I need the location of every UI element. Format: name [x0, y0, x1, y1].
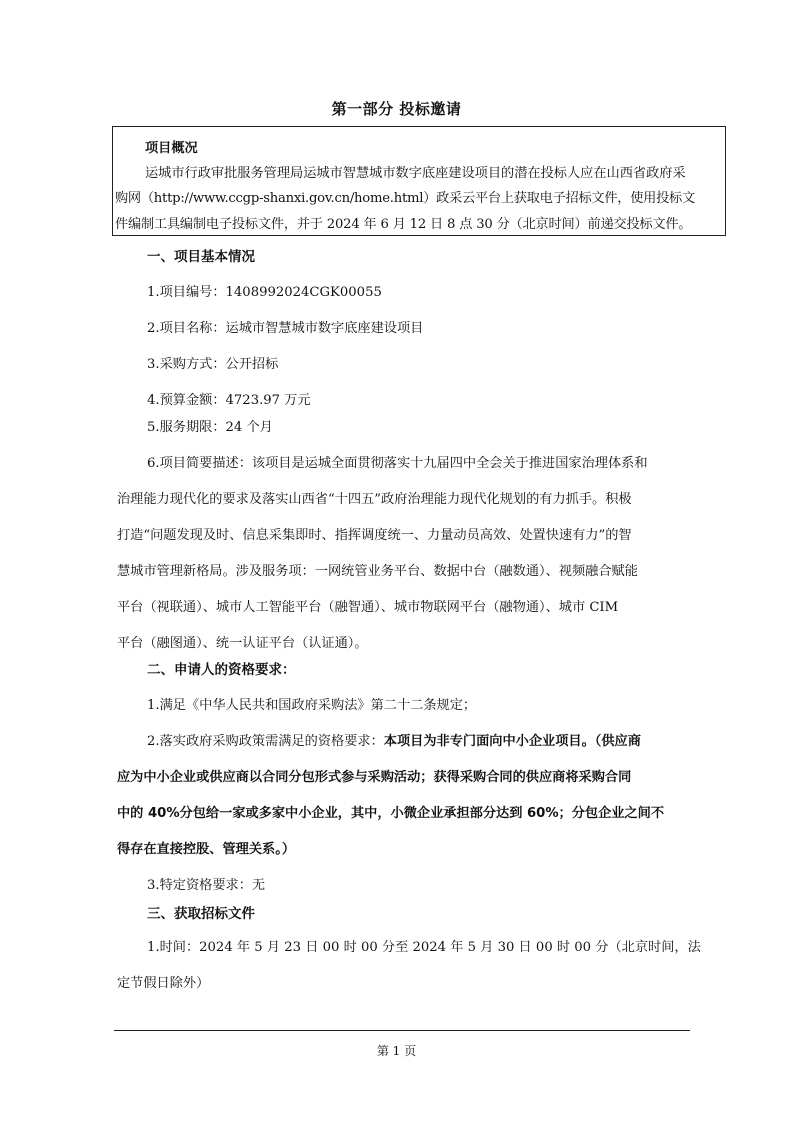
budget-amount: 4.预算金额：4723.97 万元 [147, 393, 311, 408]
acquisition-time-line-2: 定节假日除外） [117, 976, 210, 991]
page-number: 第 1 页 [376, 1044, 417, 1058]
project-number: 1.项目编号：1408992024CGK00055 [147, 285, 382, 300]
qualification-item-3: 3.特定资格要求：无 [147, 878, 266, 893]
description-line-6: 平台（融图通）、统一认证平台（认证通）。 [117, 636, 368, 651]
page-title: 第一部分 投标邀请 [331, 100, 462, 118]
project-overview-box [112, 126, 726, 236]
overview-heading: 项目概况 [145, 141, 198, 156]
qualification-item-2-line-2: 应为中小企业或供应商以合同分包形式参与采购活动；获得采购合同的供应商将采购合同 [117, 770, 632, 785]
qualification-item-2 [147, 730, 641, 749]
project-name: 2.项目名称：运城市智慧城市数字底座建设项目 [147, 321, 424, 336]
section-1-heading: 一、项目基本情况 [147, 249, 255, 265]
description-line-5: 平台（视联通）、城市人工智能平台（融智通）、城市物联网平台（融物通）、城市 CIM [117, 600, 619, 615]
description-line-3: 打造“问题发现及时、信息采集即时、指挥调度统一、力量动员高效、处置快速有力”的智 [117, 528, 632, 543]
acquisition-time-line-1: 1.时间：2024 年 5 月 23 日 00 时 00 分至 2024 年 5 月 30 日 00 时 00 分（北京时间，法 [147, 940, 701, 955]
qualification-item-2-line-3: 中的 40%分包给一家或多家中小企业，其中，小微企业承担部分达到 60%；分包企业之间不 [117, 806, 665, 821]
footer-divider [114, 1030, 690, 1031]
qualification-item-1: 1.满足《中华人民共和国政府采购法》第二十二条规定； [147, 698, 477, 713]
description-line-2: 治理能力现代化的要求及落实山西省“十四五”政府治理能力现代化规划的有力抓手。积极 [117, 492, 632, 507]
section-2-heading: 二、申请人的资格要求： [147, 662, 296, 678]
service-period: 5.服务期限：24 个月 [147, 420, 273, 435]
overview-line-2: 购网（http://www.ccgp-shanxi.gov.cn/home.html）政采云平台上获取电子招标文件，使用投标文 [115, 191, 695, 206]
section-3-heading: 三、获取招标文件 [147, 906, 255, 922]
qualification-item-2-emphasis: 本项目为非专门面向中小企业项目。（供应商 [383, 734, 641, 749]
description-line-4: 慧城市管理新格局。涉及服务项：一网统管业务平台、数据中台（融数通）、视频融合赋能 [117, 564, 638, 579]
procurement-method: 3.采购方式：公开招标 [147, 357, 279, 372]
qualification-item-2-prefix: 2.落实政府采购政策需满足的资格要求： [147, 734, 384, 749]
description-line-1: 6.项目简要描述：该项目是运城全面贯彻落实十九届四中全会关于推进国家治理体系和 [147, 456, 648, 471]
qualification-item-2-line-4: 得存在直接控股、管理关系。） [117, 842, 296, 857]
overview-line-1: 运城市行政审批服务管理局运城市智慧城市数字底座建设项目的潜在投标人应在山西省政府采 [145, 166, 686, 181]
overview-line-3: 件编制工具编制电子投标文件，并于 2024 年 6 月 12 日 8 点 30 分（北京时间）前递交投标文件。 [115, 217, 692, 232]
